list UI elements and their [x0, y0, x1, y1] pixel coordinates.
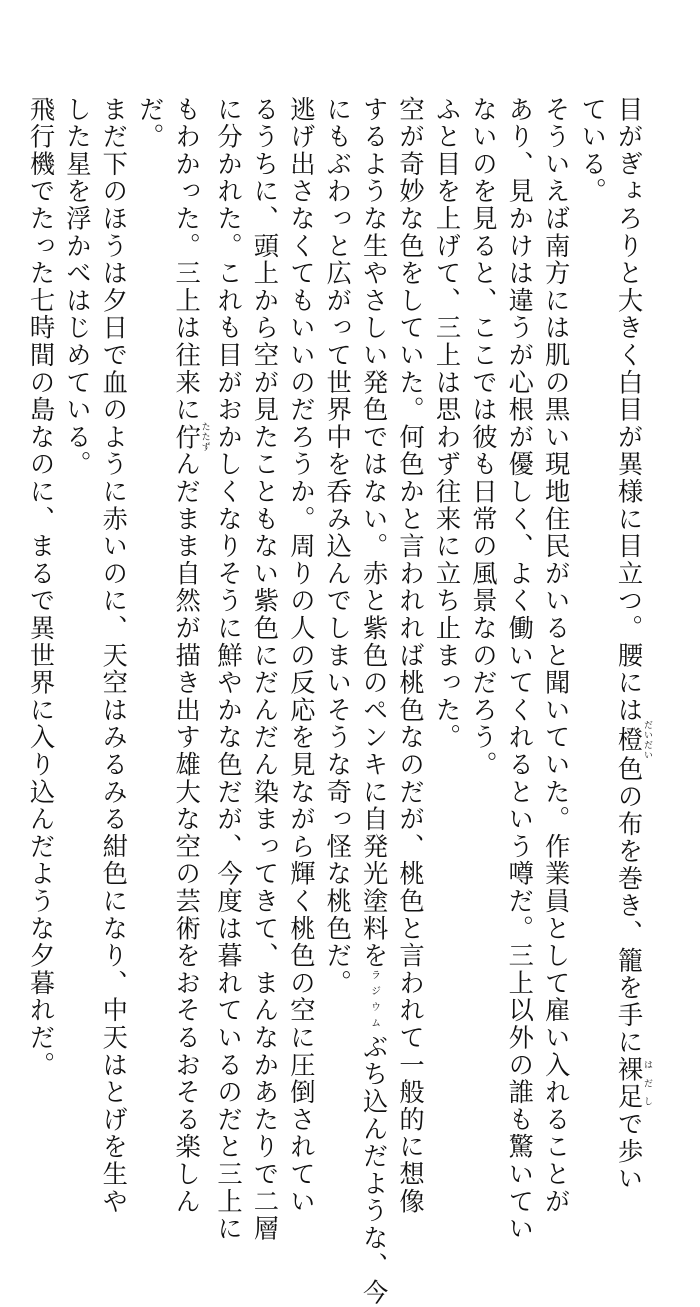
ruby-annotation: 佇たたず — [172, 422, 210, 453]
text-line: ふと目を上げて、三上は思わず往来に立ち止まった。 — [432, 96, 462, 752]
text-line: るうちに、頭上から空が見たこともない紫色にだんだん染まってきて、まんなかあたりで二層 — [250, 96, 280, 1243]
text-line: 空が奇妙な色をしていた。何色かと言われれば桃色なのだが、桃色と言われて一般的に想像 — [396, 96, 426, 1216]
ruby-annotation: 裸足はだし — [614, 1056, 652, 1111]
text-line: もわかった。三上は往来に佇たたずんだまま自然が描き出す雄大な空の芸術をおそるおそる楽しん — [172, 96, 210, 1216]
text-line: に分かれた。これも目がおかしくなりそうに鮮やかな色だが、今度は暮れているのだと三上に — [214, 96, 244, 1243]
text-line: するような生やさしい発色ではない。赤と紫色のペンキに自発光塗料をラジウムぶち込んだような、今 — [359, 96, 389, 1307]
text-line: あり、見かけは違うが心根が優しく、よく働いてくれるという噂だ。三上以外の誰も驚いてい — [505, 96, 535, 1243]
text-line: 逃げ出さなくてもいいのだろうか。周りの人の反応を見ながら輝く桃色の空に圧倒されてい — [286, 96, 316, 1216]
text-line: ないのを見ると、ここでは彼も日常の風景なのだろう。 — [468, 96, 498, 779]
text-line: にもぶわっと広がって世界中を呑み込んでしまいそうな奇っ怪な桃色だ。 — [323, 96, 353, 997]
ruby-annotation: 橙だいだい — [614, 719, 652, 760]
text-line: 目がぎょろりと大きく白目が異様に目立つ。腰には橙だいだい色の布を巻き、籠を手に裸足はだしで歩い — [614, 96, 652, 1193]
text-line: まだ下のほうは夕日で血のように赤いのに、天空はみるみる紺色になり、中天はとげを生や — [99, 96, 129, 1216]
text-line: そういえば南方には肌の黒い現地住民がいると聞いていた。作業員として雇い入れることが — [541, 96, 571, 1216]
text-line: ている。 — [578, 96, 608, 206]
ruby-inline: ラジウム — [368, 969, 380, 1034]
vertical-text-body — [22, 96, 652, 1307]
text-line: した星を浮かべはじめている。 — [62, 96, 92, 479]
text-line: 飛行機でたった七時間の島なのに、まるで異世界に入り込んだような夕暮れだ。 — [26, 96, 56, 1079]
text-line: だ。 — [135, 96, 165, 151]
